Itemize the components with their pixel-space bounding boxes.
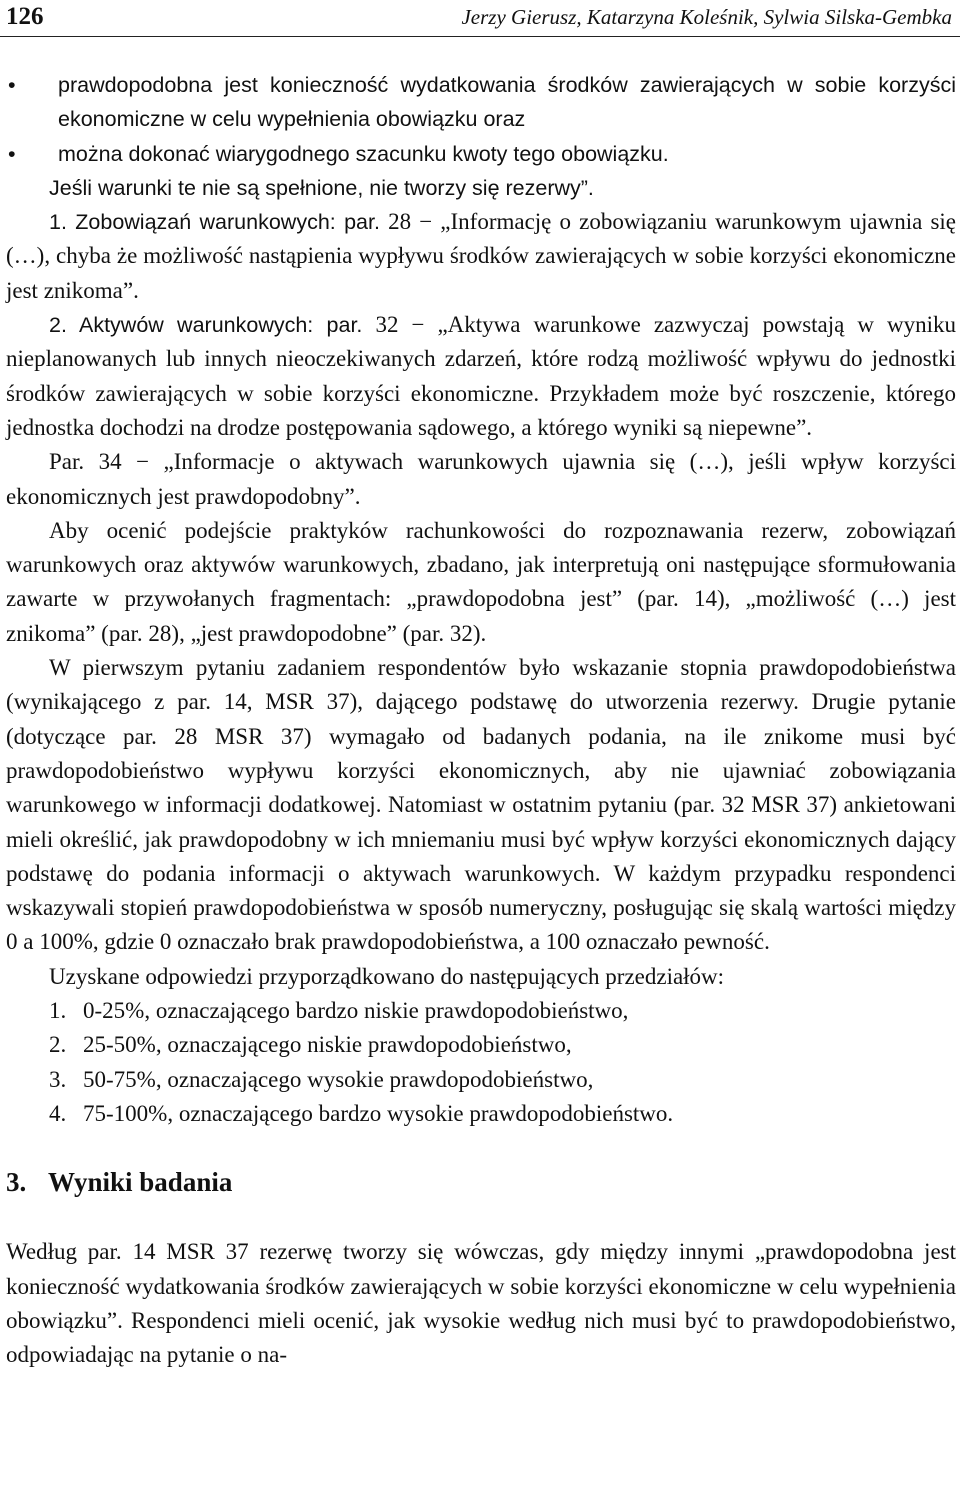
paragraph-questions: W pierwszym pytaniu zadaniem respondentów było wskazanie stopnia prawdopodobieństwa (wynikającego z par. 14, MSR 37), dającego podstawę do utworzenia rezerwy. Drugie pytanie (dotyczące par. 28 MSR 37) wymagało od badanych podania, na ile znikome musi być prawdopodobieństwo wypływu korzyści ekonomicznych, aby nie ujawniać zobowiązania warunkowego w informacji dodatkowej. Natomiast w ostatnim pytaniu (par. 32 MSR 37) ankietowani mieli określić, jak prawdopodobny w ich mniemaniu musi być wpływ korzyści ekonomicznych dający podstawę do podania informacji o aktywach warunkowych. W każdym przypadku respondenci wskazywali stopień prawdopodobieństwa w sposób numeryczny, posługując się skalą wartości między 0 a 100%, gdzie 0 oznaczało brak prawdopodobieństwa, a 100 oznaczało pewność. xyxy=(6,655,956,955)
paragraph-results: Według par. 14 MSR 37 rezerwę tworzy się wówczas, gdy między innymi „prawdopodobna jest konieczność wydatkowania środków zawierających w sobie korzyści ekonomiczne w celu wypełnienia obowiązku”. Respondenci mieli ocenić, jak wysokie według nich musi być to prawdopodobieństwo, odpowiadając na pytanie o na- xyxy=(6,1239,956,1368)
quote-contingent-assets: 2. Aktywów warunkowych: par. 32 − „Aktywa warunkowe zazwyczaj powstają w wyniku nieplanowanych lub innych nieoczekiwanych zdarzeń, które rodzą możliwość wpływu do jednostki środków zawierających w sobie korzyści ekonomiczne. Przykładem może być roszczenie, którego jednostka dochodzi na drodze postępowania sądowego, a którego wyniki są niepewne”. xyxy=(6,312,957,440)
ranges-list xyxy=(6,994,956,1131)
list-item: 4. 75-100%, oznaczającego bardzo wysokie prawdopodobieństwo. xyxy=(49,1100,674,1126)
quote-no-reserve: Jeśli warunki te nie są spełnione, nie tworzy się rezerwy”. xyxy=(49,175,594,200)
page-number: 126 xyxy=(6,3,44,30)
list-item: 2. 25-50%, oznaczającego niskie prawdopodobieństwo, xyxy=(49,1032,572,1058)
page-body xyxy=(6,68,956,1372)
running-head-authors: Jerzy Gierusz, Katarzyna Koleśnik, Sylwia Silska-Gembka xyxy=(461,5,952,29)
list-item: 1. 0-25%, oznaczającego bardzo niskie prawdopodobieństwo, xyxy=(49,998,629,1024)
bullet-item: • prawdopodobna jest konieczność wydatkowania środków zawierających w sobie korzyści ekonomiczne w celu wypełnienia obowiązku oraz xyxy=(6,68,956,137)
quote-par34: Par. 34 − „Informacje o aktywach warunkowych ujawnia się (…), jeśli wpływ korzyści ekonomicznych jest prawdopodobny”. xyxy=(6,449,956,509)
paragraph-ranges-intro: Uzyskane odpowiedzi przyporządkowano do następujących przedziałów: xyxy=(49,963,725,989)
bullet-icon: • xyxy=(8,73,16,97)
bullet-item: • można dokonać wiarygodnego szacunku kwoty tego obowiązku. xyxy=(6,137,956,171)
bullet-icon: • xyxy=(8,141,16,166)
list-item: 3. 50-75%, oznaczającego wysokie prawdopodobieństwo, xyxy=(49,1066,594,1092)
page-header xyxy=(0,0,960,37)
section-heading: 3. Wyniki badania xyxy=(6,1167,233,1198)
paragraph-method: Aby ocenić podejście praktyków rachunkowości do rozpoznawania rezerw, zobowiązań warunkowych oraz aktywów warunkowych, zbadano, jak interpretują oni następujące sformułowania zawarte w przywołanych fragmentach: „prawdopodobna jest” (par. 14), „możliwość (…) jest znikoma” (par. 28), „jest prawdopodobne” (par. 32). xyxy=(6,517,956,646)
quote-contingent-liabilities: 1. Zobowiązań warunkowych: par. 28 − „Informację o zobowiązaniu warunkowym ujawnia się (…), chyba że możliwość nastąpienia wypływu środków zawierających w sobie korzyści ekonomiczne jest znikoma”. xyxy=(6,209,957,303)
